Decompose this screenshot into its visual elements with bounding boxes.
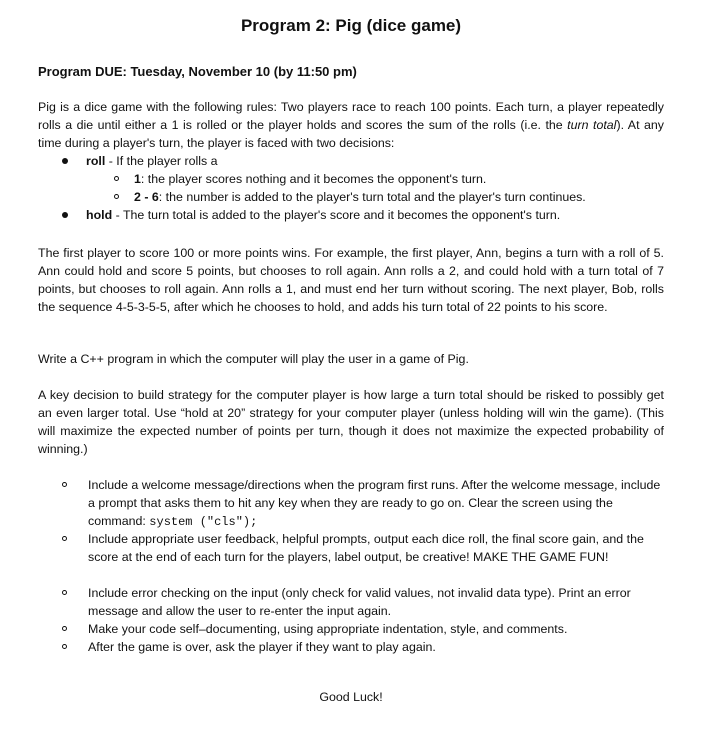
strategy-paragraph: A key decision to build strategy for the computer player is how large a turn total should be risked to possibly get an even larger total. Use “hold at 20” strategy for your computer player (unless holding will win the game). (This will maximize the expected number of points per turn, though it does not maximize the expected probability of winning.) [38, 388, 664, 456]
requirement-text: Include appropriate user feedback, helpful prompts, output each dice roll, the final score gain, and the score at the end of each turn for the players, label output, be creative! MAKE THE GAME FUN! [88, 532, 644, 564]
bullet-icon [62, 158, 68, 164]
hold-text: - The turn total is added to the player's score and it becomes the opponent's turn. [112, 208, 561, 222]
bullet-icon [62, 212, 68, 218]
roll-two-six-subitem [112, 188, 586, 206]
roll-two-six-text: : the number is added to the player's turn total and the player's turn continues. [158, 190, 586, 204]
requirement-item [88, 584, 664, 620]
intro-text-start: Pig is a dice game with the following rules: Two players race to reach 100 points. Each turn, a player repeatedly rolls a die until either a 1 is rolled or the player holds and scores the sum of the rolls (i.e. the [38, 100, 664, 132]
roll-two-six-label: 2 - 6 [134, 190, 159, 204]
decision-list [38, 152, 678, 224]
sub-bullet-icon [62, 536, 67, 541]
requirement-text: Include error checking on the input (only check for valid values, not invalid data type). Print an error message and allow the user to re-enter the input again. [88, 586, 631, 618]
requirement-text: Make your code self–documenting, using appropriate indentation, style, and comments. [88, 622, 568, 636]
cls-command: system ("cls"); [149, 515, 258, 529]
sub-bullet-icon [114, 194, 119, 199]
turn-total-term: turn total [567, 118, 617, 132]
roll-bullet [66, 152, 218, 170]
requirement-text: Include a welcome message/directions when the program first runs. After the welcome message, include a prompt that asks them to hit any key when they are ready to go on. Clear the screen using the command: [88, 478, 661, 528]
roll-one-text: : the player scores nothing and it becomes the opponent's turn. [140, 172, 487, 186]
task-paragraph: Write a C++ program in which the computer will play the user in a game of Pig. [38, 352, 469, 366]
roll-label: roll [86, 154, 106, 168]
roll-one-subitem [112, 170, 487, 188]
due-date: Program DUE: Tuesday, November 10 (by 11:50 pm) [38, 64, 357, 79]
requirement-text: After the game is over, ask the player if they want to play again. [88, 640, 436, 654]
closing-text: Good Luck! [319, 690, 383, 704]
intro-paragraph [38, 98, 664, 152]
page-title: Program 2: Pig (dice game) [240, 16, 462, 35]
sub-bullet-icon [62, 590, 67, 595]
intro-text-end: ). At any time during a player's turn, the player is faced with two decisions: [38, 118, 664, 150]
roll-text: - If the player rolls a [105, 154, 218, 168]
requirement-item [88, 530, 664, 566]
example-paragraph: The first player to score 100 or more points wins. For example, the first player, Ann, begins a turn with a roll of 5. Ann could hold and score 5 points, but chooses to roll again. Ann rolls a 2, and could hold with a turn total of 7 points, but chooses to roll again. Ann rolls a 1, and must end her turn without scoring. The next player, Bob, rolls the sequence 4-5-3-5-5, after which he chooses to hold, and adds his turn total of 22 points to his score. [38, 246, 664, 314]
hold-bullet [66, 206, 561, 224]
requirement-item [88, 638, 664, 656]
roll-one-label: 1 [134, 172, 141, 186]
sub-bullet-icon [114, 176, 119, 181]
sub-bullet-icon [62, 644, 67, 649]
requirement-item [88, 476, 664, 531]
hold-label: hold [86, 208, 113, 222]
requirements-list [38, 476, 678, 658]
requirement-item [88, 620, 664, 638]
sub-bullet-icon [62, 626, 67, 631]
sub-bullet-icon [62, 482, 67, 487]
